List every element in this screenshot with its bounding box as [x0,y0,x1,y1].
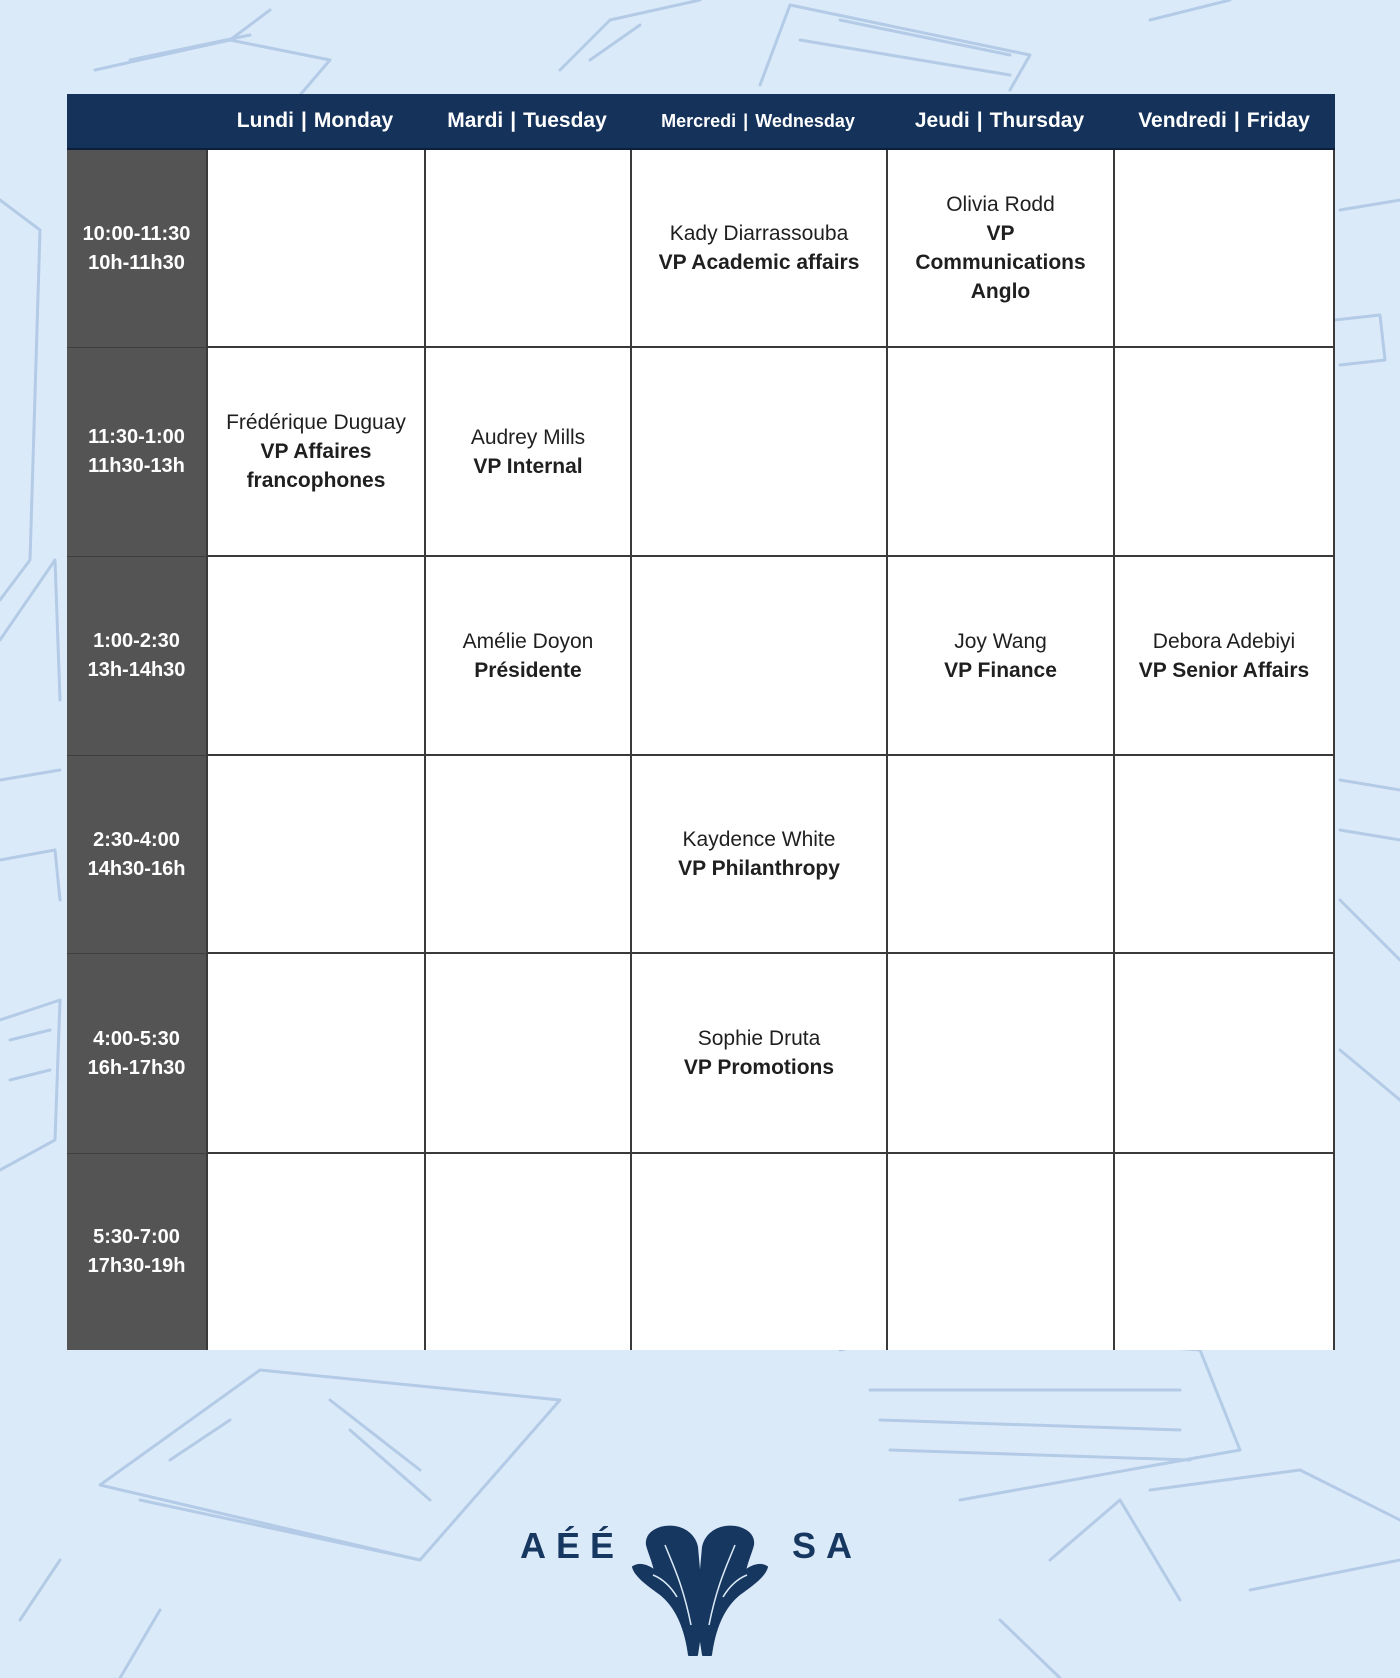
person-name: Kady Diarrassouba [669,222,849,245]
time-fr: 11h30-13h [88,455,185,477]
person-role: VP Senior Affairs [1138,658,1310,682]
time-slot [67,756,206,954]
time-fr: 13h-14h30 [87,659,186,681]
schedule-cell [630,557,886,756]
day-separator: | [976,109,983,132]
header-day-wednesday [630,94,886,150]
header-day-monday [206,94,424,150]
schedule-cell [886,954,1113,1154]
schedule-cell [1113,954,1335,1154]
time-fr: 17h30-19h [87,1255,186,1277]
schedule-cell [424,150,630,348]
header-corner [67,94,206,150]
schedule-cell [886,1154,1113,1350]
day-en-label: Friday [1246,109,1310,132]
person-role: VP Internal [473,454,583,478]
schedule-cell [630,348,886,557]
person-name: Olivia Rodd [946,193,1055,216]
schedule-cell [886,756,1113,954]
person-role: VP Finance [944,658,1057,682]
schedule-cell [1113,1154,1335,1350]
schedule-cell [206,756,424,954]
logo-text-left: AÉÉ [520,1525,625,1566]
person-role: Présidente [474,658,582,682]
schedule-cell [630,756,886,954]
person-name: Kaydence White [682,828,836,851]
day-separator: | [1233,109,1240,132]
schedule-grid [67,94,1335,1350]
time-slot [67,150,206,348]
day-fr-label: Jeudi [914,109,970,132]
day-fr-label: Lundi [236,109,294,132]
time-en: 2:30-4:00 [93,828,180,851]
person-role: VP Promotions [683,1056,835,1079]
person-name: Audrey Mills [470,425,586,449]
person-role: VP Philanthropy [678,857,840,880]
schedule-cell [886,150,1113,348]
schedule-cell [424,557,630,756]
person-name: Frédérique Duguay [226,411,406,434]
schedule-cell [1113,150,1335,348]
day-fr-label: Mercredi [661,110,737,131]
time-slot [67,348,206,557]
person-name: Amélie Doyon [462,629,594,653]
time-en: 10:00-11:30 [82,222,191,245]
person-name: Sophie Druta [697,1027,821,1050]
schedule-cell [886,557,1113,756]
schedule-cell [424,1154,630,1350]
schedule-cell [206,1154,424,1350]
logo-text-right: SA [792,1525,863,1566]
schedule-cell [424,756,630,954]
day-en-label: Tuesday [523,109,607,132]
schedule-cell [630,1154,886,1350]
schedule-cell [630,150,886,348]
time-en: 5:30-7:00 [93,1226,180,1248]
schedule-cell [630,954,886,1154]
schedule-cell [1113,756,1335,954]
day-fr-label: Vendredi [1138,109,1227,132]
time-fr: 16h-17h30 [87,1056,186,1079]
day-separator: | [510,109,517,132]
time-en: 1:00-2:30 [93,630,180,652]
schedule-cell [886,348,1113,557]
time-fr: 10h-11h30 [88,251,185,274]
time-en: 4:00-5:30 [93,1027,180,1050]
header-day-tuesday [424,94,630,150]
person-name: Debora Adebiyi [1152,629,1296,653]
person-role: VP Affaires francophones [246,440,386,492]
schedule-cell [206,557,424,756]
schedule-cell [424,954,630,1154]
time-slot [67,954,206,1154]
schedule-cell [206,150,424,348]
day-separator: | [300,109,307,132]
time-fr: 14h30-16h [87,857,186,880]
schedule-cell [206,348,424,557]
day-en-label: Thursday [989,109,1085,132]
person-role: VP Communications Anglo [915,222,1086,303]
time-slot [67,557,206,756]
association-logo [520,1505,880,1665]
day-en-label: Wednesday [755,110,855,131]
schedule-cell [1113,348,1335,557]
hands-emblem-icon [625,1505,775,1665]
person-name: Joy Wang [954,629,1047,653]
schedule-cell [206,954,424,1154]
header-day-thursday [886,94,1113,150]
header-day-friday [1113,94,1335,150]
day-separator: | [743,110,749,131]
schedule-cell [1113,557,1335,756]
time-slot [67,1154,206,1350]
time-en: 11:30-1:00 [88,426,185,448]
schedule-cell [424,348,630,557]
day-fr-label: Mardi [447,109,504,132]
day-en-label: Monday [313,109,394,132]
person-role: VP Academic affairs [658,251,860,274]
